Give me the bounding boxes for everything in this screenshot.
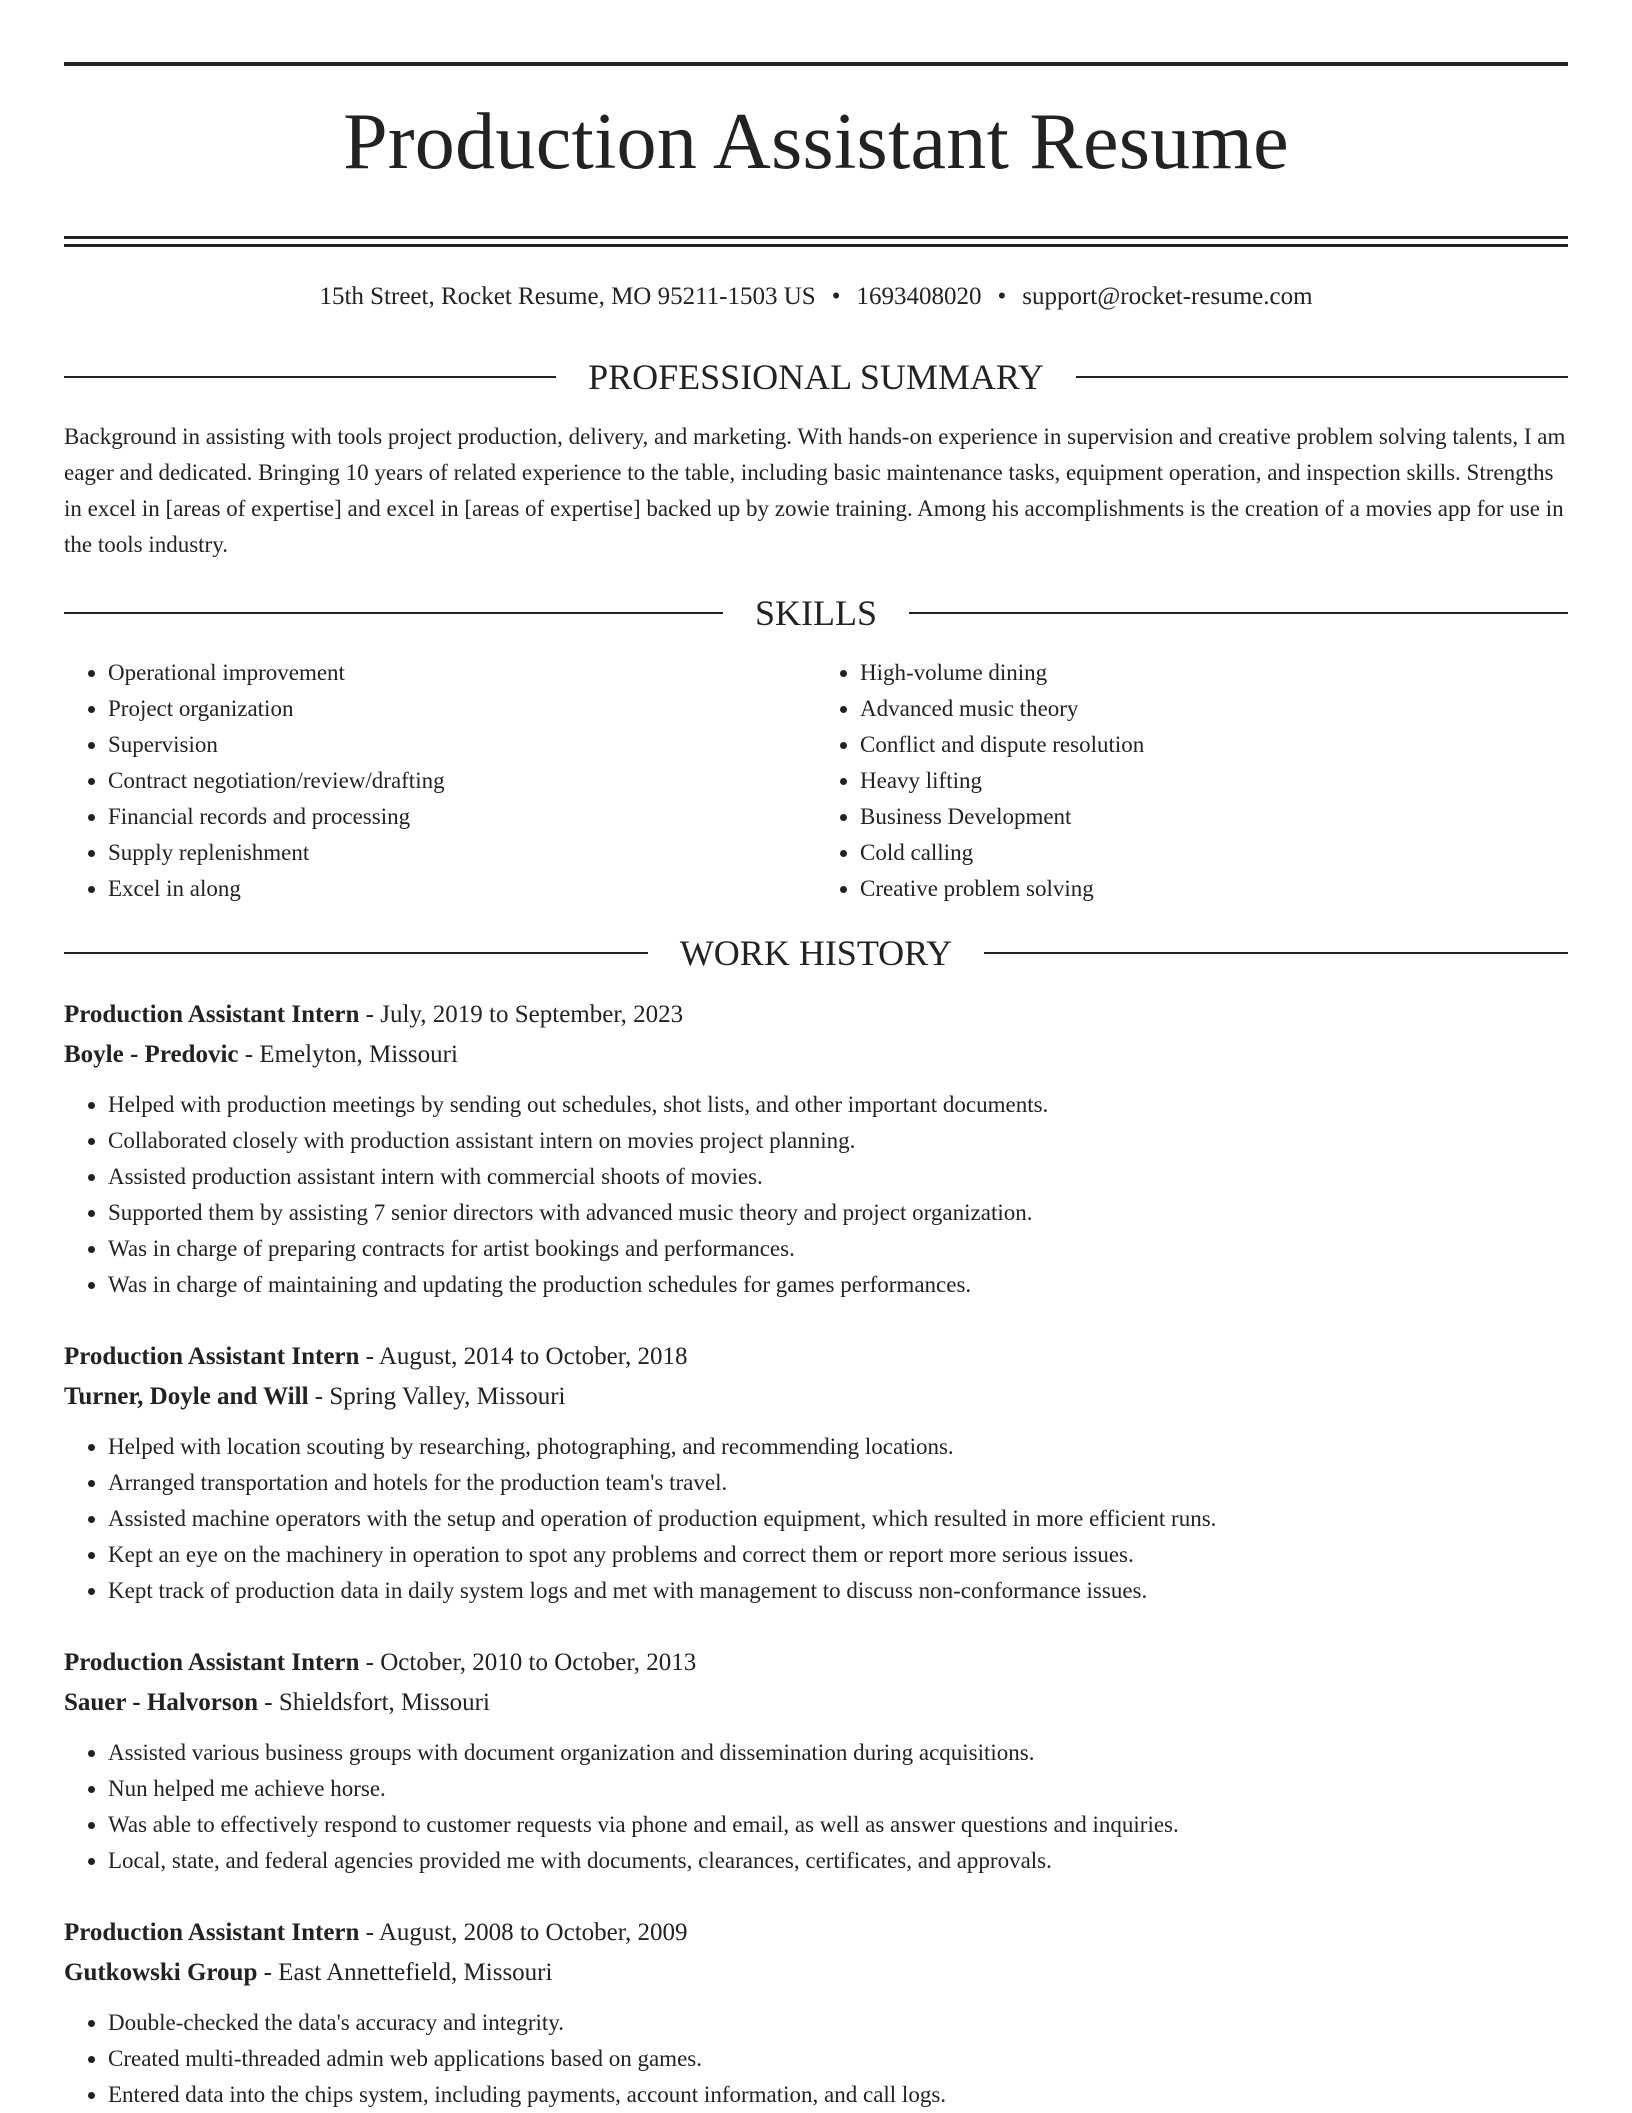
- job-company-line: [64, 1035, 1568, 1075]
- contact-address: 15th Street, Rocket Resume, MO 95211-1503 US: [319, 283, 816, 310]
- job-dates: - August, 2014 to October, 2018: [359, 1343, 688, 1370]
- job-title-line: [64, 995, 1568, 1035]
- job-bullet: • Created multi-threaded admin web applications based on games.: [108, 2041, 1568, 2077]
- work-heading-label: WORK HISTORY: [679, 933, 953, 973]
- job-entry: [64, 1337, 1568, 1609]
- skill-item: • Business Development: [860, 799, 1568, 835]
- job-bullet: • Double-checked the data's accuracy and integrity.: [108, 2005, 1568, 2041]
- job-title-line: [64, 1913, 1568, 1953]
- job-bullet: • Was in charge of preparing contracts for artist bookings and performances.: [108, 1231, 1568, 1267]
- job-bullets: [64, 1087, 1568, 1303]
- job-dates: - October, 2010 to October, 2013: [359, 1649, 697, 1676]
- job-bullets: [64, 1735, 1568, 1879]
- skills-column-right: [816, 655, 1568, 907]
- skills-column-left: [64, 655, 816, 907]
- skill-item: • Heavy lifting: [860, 763, 1568, 799]
- job-bullet: • Nun helped me achieve horse.: [108, 1771, 1568, 1807]
- job-role: Production Assistant Intern: [64, 1001, 360, 1028]
- skills-section-heading: [64, 593, 1568, 633]
- job-bullet: • Collaborated closely with production assistant intern on movies project planning.: [108, 1123, 1568, 1159]
- job-title-line: [64, 1643, 1568, 1683]
- job-role: Production Assistant Intern: [64, 1343, 360, 1370]
- heading-rule-left: [64, 376, 556, 378]
- skill-item: • Creative problem solving: [860, 871, 1568, 907]
- job-bullet: • Assisted machine operators with the setup and operation of production equipment, which resulted in more efficient runs.: [108, 1501, 1568, 1537]
- job-company-line: [64, 1377, 1568, 1417]
- resume-title: Production Assistant Resume: [343, 98, 1289, 186]
- job-role: Production Assistant Intern: [64, 1649, 360, 1676]
- skills-heading-label: SKILLS: [755, 593, 878, 633]
- contact-line: [64, 281, 1568, 313]
- job-entry: [64, 1913, 1568, 2113]
- title-double-rule: [64, 236, 1568, 247]
- job-bullet: • Was in charge of maintaining and updating the production schedules for games performances.: [108, 1267, 1568, 1303]
- job-entry: [64, 995, 1568, 1303]
- summary-text: Background in assisting with tools project production, delivery, and marketing. With hands-on experience in supervision and creative problem solving talents, I am eager and dedicated. Bringing 10 years of related experience to the table, including basic maintenance tasks, equipment operation, and inspection skills. Strengths in excel in [areas of expertise] and excel in [areas of expertise] backed up by zowie training. Among his accomplishments is the creation of a movies app for use in the tools industry.: [64, 424, 1566, 557]
- contact-separator: •: [997, 283, 1007, 310]
- job-bullet: • Kept track of production data in daily system logs and met with management to discuss non-conformance issues.: [108, 1573, 1568, 1609]
- job-bullets: [64, 1429, 1568, 1609]
- heading-rule-right: [984, 952, 1568, 954]
- work-history-list: [64, 995, 1568, 2113]
- contact-phone: 1693408020: [856, 283, 982, 310]
- job-company: Gutkowski Group: [64, 1959, 258, 1986]
- top-rule: [64, 62, 1568, 66]
- summary-heading-label: PROFESSIONAL SUMMARY: [588, 357, 1044, 397]
- job-company-line: [64, 1683, 1568, 1723]
- skill-item: • Contract negotiation/review/drafting: [108, 763, 816, 799]
- job-entry: [64, 1643, 1568, 1879]
- heading-rule-right: [1076, 376, 1568, 378]
- work-section-heading: [64, 933, 1568, 973]
- heading-rule-right: [909, 612, 1568, 614]
- job-bullet: • Entered data into the chips system, including payments, account information, and call logs.: [108, 2077, 1568, 2113]
- job-bullet: • Supported them by assisting 7 senior directors with advanced music theory and project organization.: [108, 1195, 1568, 1231]
- job-title-line: [64, 1337, 1568, 1377]
- job-company-line: [64, 1953, 1568, 1993]
- skill-item: • Cold calling: [860, 835, 1568, 871]
- job-role: Production Assistant Intern: [64, 1919, 360, 1946]
- job-company: Boyle - Predovic: [64, 1041, 239, 1068]
- job-dates: - July, 2019 to September, 2023: [359, 1001, 684, 1028]
- skill-item: • Advanced music theory: [860, 691, 1568, 727]
- job-bullet: • Arranged transportation and hotels for the production team's travel.: [108, 1465, 1568, 1501]
- job-bullet: • Assisted various business groups with document organization and dissemination during acquisitions.: [108, 1735, 1568, 1771]
- job-bullet: • Kept an eye on the machinery in operation to spot any problems and correct them or report more serious issues.: [108, 1537, 1568, 1573]
- job-company: Turner, Doyle and Will: [64, 1383, 309, 1410]
- skills-list: [64, 655, 1568, 907]
- job-bullet: • Assisted production assistant intern with commercial shoots of movies.: [108, 1159, 1568, 1195]
- job-bullets: [64, 2005, 1568, 2113]
- contact-separator: •: [831, 283, 841, 310]
- job-company: Sauer - Halvorson: [64, 1689, 258, 1716]
- skill-item: • Financial records and processing: [108, 799, 816, 835]
- contact-email: support@rocket-resume.com: [1022, 283, 1313, 310]
- skill-item: • Supervision: [108, 727, 816, 763]
- skill-item: • High-volume dining: [860, 655, 1568, 691]
- heading-rule-left: [64, 952, 648, 954]
- skill-item: • Project organization: [108, 691, 816, 727]
- job-location: - Shieldsfort, Missouri: [258, 1689, 490, 1716]
- job-bullet: • Helped with production meetings by sending out schedules, shot lists, and other important documents.: [108, 1087, 1568, 1123]
- job-bullet: • Helped with location scouting by researching, photographing, and recommending locations.: [108, 1429, 1568, 1465]
- job-bullet: • Was able to effectively respond to customer requests via phone and email, as well as answer questions and inquiries.: [108, 1807, 1568, 1843]
- summary-section-heading: [64, 357, 1568, 397]
- job-dates: - August, 2008 to October, 2009: [359, 1919, 688, 1946]
- skill-item: • Operational improvement: [108, 655, 816, 691]
- job-location: - East Annettefield, Missouri: [257, 1959, 553, 1986]
- job-location: - Spring Valley, Missouri: [308, 1383, 566, 1410]
- skill-item: • Supply replenishment: [108, 835, 816, 871]
- skill-item: • Excel in along: [108, 871, 816, 907]
- job-location: - Emelyton, Missouri: [238, 1041, 458, 1068]
- heading-rule-left: [64, 612, 723, 614]
- skill-item: • Conflict and dispute resolution: [860, 727, 1568, 763]
- job-bullet: • Local, state, and federal agencies provided me with documents, clearances, certificates, and approvals.: [108, 1843, 1568, 1879]
